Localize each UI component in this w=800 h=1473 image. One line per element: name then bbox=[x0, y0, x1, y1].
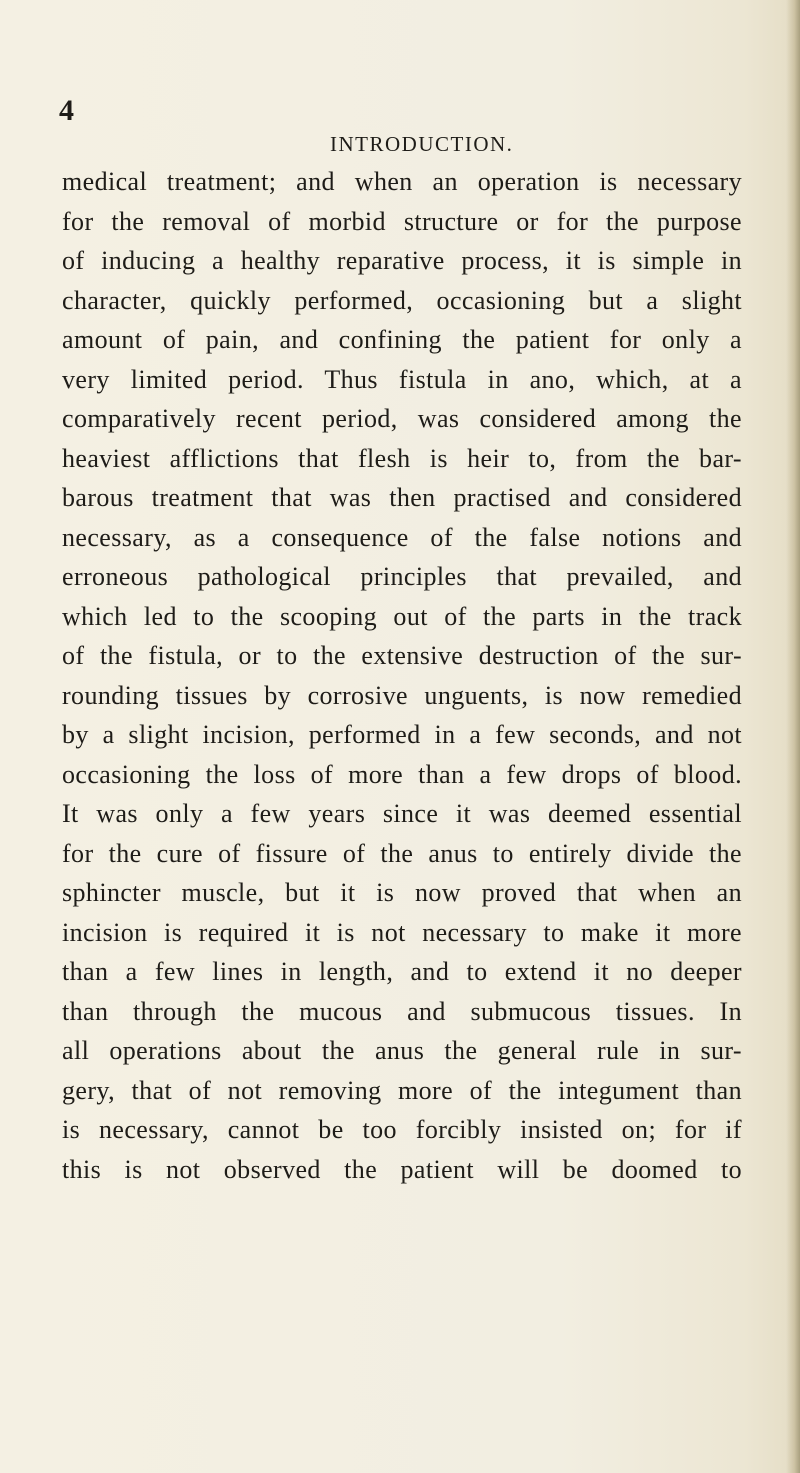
text-line: all operations about the anus the general rule in sur- bbox=[62, 1036, 742, 1065]
text-line: is necessary, cannot be too forcibly insisted on; for if bbox=[62, 1115, 742, 1144]
text-line: erroneous pathological principles that prevailed, and bbox=[62, 562, 742, 591]
text-line: by a slight incision, performed in a few seconds, and not bbox=[62, 720, 742, 749]
text-line: for the cure of fissure of the anus to entirely divide the bbox=[62, 838, 742, 868]
page-number: 4 bbox=[59, 94, 74, 127]
text-line: It was only a few years since it was deemed essential bbox=[62, 799, 742, 828]
text-line: heaviest afflictions that flesh is heir to, from the bar- bbox=[62, 443, 742, 473]
running-title: INTRODUCTION. bbox=[330, 132, 514, 156]
text-line: amount of pain, and confining the patient for only a bbox=[62, 325, 742, 354]
body-paragraph bbox=[62, 162, 742, 1189]
text-line: necessary, as a consequence of the false notions and bbox=[62, 522, 742, 552]
text-line: which led to the scooping out of the parts in the track bbox=[62, 601, 742, 631]
text-line: comparatively recent period, was considered among the bbox=[62, 404, 742, 433]
text-line: for the removal of morbid structure or for the purpose bbox=[62, 206, 742, 236]
text-line: incision is required it is not necessary to make it more bbox=[62, 917, 742, 947]
text-line: gery, that of not removing more of the integument than bbox=[62, 1075, 742, 1105]
page-edge-shadow bbox=[786, 0, 800, 1473]
text-line: this is not observed the patient will be doomed to bbox=[62, 1154, 742, 1184]
text-line: of the fistula, or to the extensive destruction of the sur- bbox=[62, 641, 742, 670]
text-line: medical treatment; and when an operation is necessary bbox=[62, 167, 742, 196]
text-line: barous treatment that was then practised and considered bbox=[62, 483, 742, 512]
text-line: very limited period. Thus fistula in ano, which, at a bbox=[62, 364, 742, 394]
text-line: sphincter muscle, but it is now proved that when an bbox=[62, 878, 742, 907]
text-line: character, quickly performed, occasioning but a slight bbox=[62, 285, 742, 315]
text-line: than a few lines in length, and to extend it no deeper bbox=[62, 957, 742, 986]
text-line: of inducing a healthy reparative process, it is simple in bbox=[62, 246, 742, 275]
text-line: rounding tissues by corrosive unguents, is now remedied bbox=[62, 680, 742, 710]
text-line: than through the mucous and submucous tissues. In bbox=[62, 996, 742, 1026]
text-line: occasioning the loss of more than a few drops of blood. bbox=[62, 759, 742, 789]
